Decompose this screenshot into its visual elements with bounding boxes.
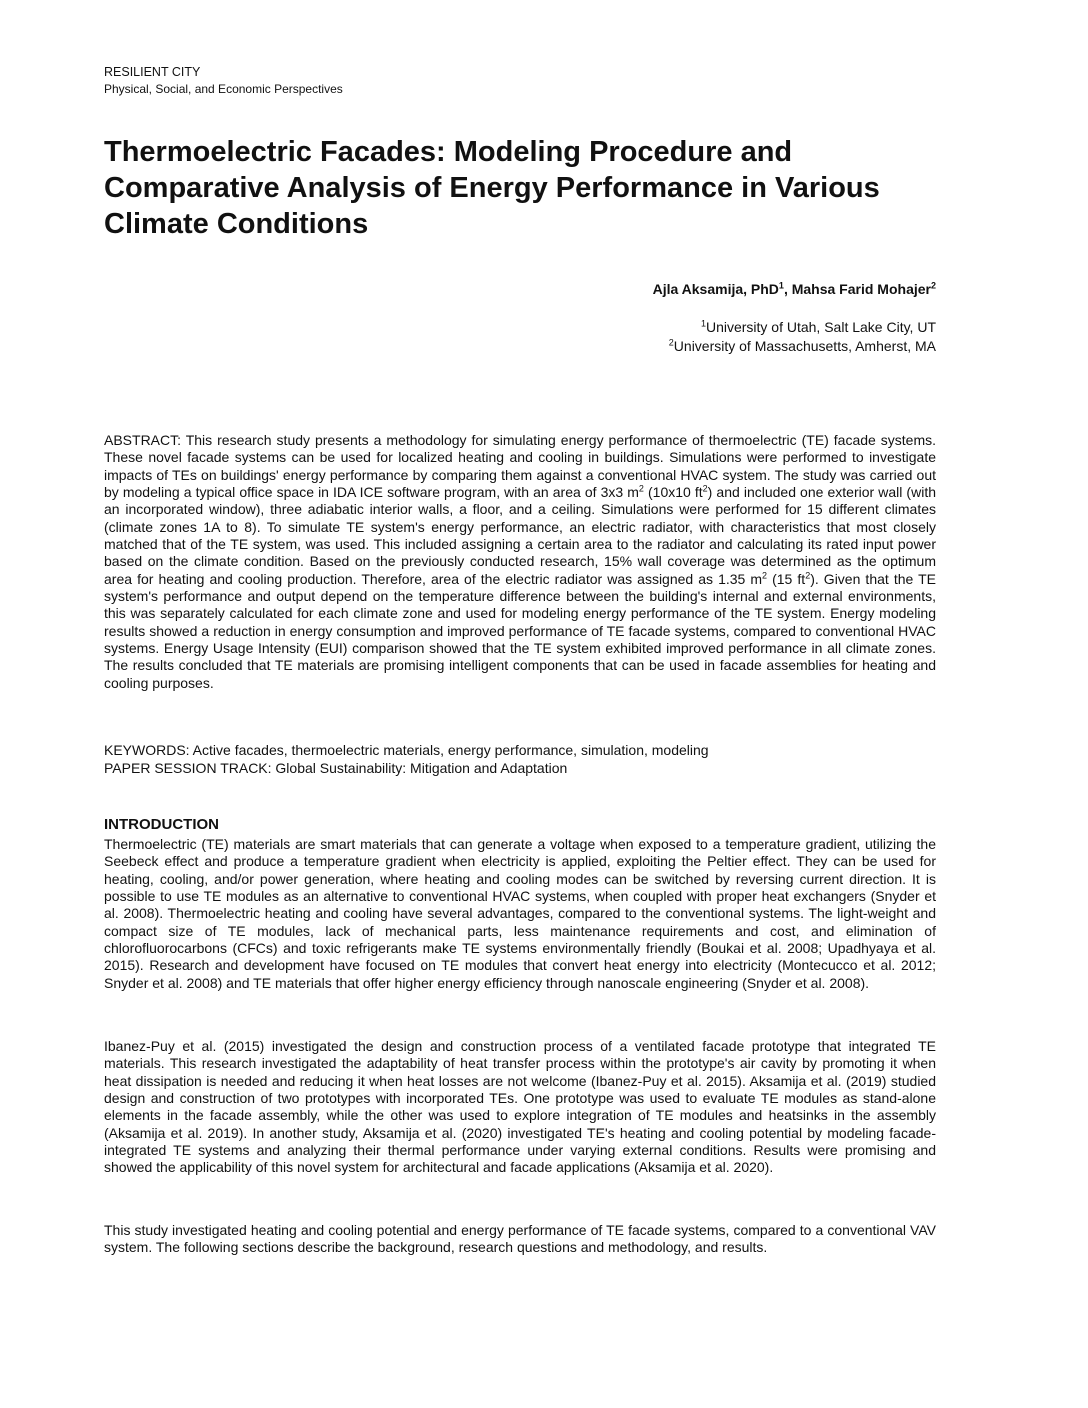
affiliation-1 bbox=[669, 318, 936, 337]
abstract-text-1: ABSTRACT: This research study presents a methodology for simulating energy performance of thermoelectric (TE) facade systems. These novel facade systems can be used for localized heating and cooling in buildings. Simulations were performed to investigate impacts of TEs on buildings' energy performance by comparing them against a conventional HVAC system. The study was carried out by modeling a typical office space in IDA ICE software program, with an area of 3x3 m bbox=[104, 432, 936, 501]
session-track-line: PAPER SESSION TRACK: Global Sustainability: Mitigation and Adaptation bbox=[104, 760, 568, 776]
author-separator: , bbox=[783, 281, 792, 297]
running-head bbox=[104, 64, 343, 98]
author-line bbox=[653, 281, 936, 297]
introduction-paragraph-2: Ibanez-Puy et al. (2015) investigated the design and construction process of a ventilated facade prototype that integrated TE materials. This research investigated the adaptability of heat transfer process within the prototype's air cavity by promoting it when heat dissipation is needed and reducing it when heat losses are not welcome (Ibanez-Puy et al. 2015). Aksamija et al. (2019) studied design and construction of two prototypes with incorporated TEs. One prototype was used to evaluate TE modules as stand-alone elements in the facade assembly, while the other was used to explore integration of TE modules and heatsinks in the assembly (Aksamija et al. 2019). In another study, Aksamija et al. (2020) investigated TE's heating and cooling potential by modeling facade-integrated TE systems and analyzing their thermal performance under varying external conditions. Results were promising and showed the applicability of this novel system for architectural and facade applications (Aksamija et al. 2020). bbox=[104, 1038, 936, 1176]
author-2-name: Mahsa Farid Mohajer bbox=[791, 281, 931, 297]
affiliation-1-text: University of Utah, Salt Lake City, UT bbox=[705, 319, 936, 335]
author-1-name: Ajla Aksamija, PhD bbox=[652, 281, 779, 297]
abstract-superscript-3: 2 bbox=[762, 570, 768, 581]
author-2-affiliation-mark: 2 bbox=[930, 280, 936, 291]
affiliation-2-text: University of Massachusetts, Amherst, MA bbox=[673, 338, 936, 354]
abstract-text-2: (10x10 ft bbox=[643, 484, 703, 501]
paper-title: Thermoelectric Facades: Modeling Procedure and Comparative Analysis of Energy Performance in Various Climate Conditions bbox=[104, 136, 880, 240]
abstract-paragraph bbox=[104, 432, 936, 692]
abstract-superscript-2: 2 bbox=[702, 483, 708, 494]
abstract-superscript-1: 2 bbox=[638, 483, 644, 494]
abstract-superscript-4: 2 bbox=[805, 570, 811, 581]
introduction-paragraph-1: Thermoelectric (TE) materials are smart materials that can generate a voltage when exposed to a temperature gradient, utilizing the Seebeck effect and produce a temperature gradient when electricity is applied, exploiting the Peltier effect. They can be used for heating, cooling, and/or power generation, where heating and cooling modes can be switched by reversing current direction. It is possible to use TE modules as an alternative to conventional HVAC systems, when coupled with proper heat exchangers (Snyder et al. 2008). Thermoelectric heating and cooling have several advantages, compared to the conventional systems. The light-weight and compact size of TE modules, lack of mechanical parts, less maintenance requirements and cost, and elimination of chlorofluorocarbons (CFCs) and toxic refrigerants make TE systems environmentally friendly (Boukai et al. 2008; Upadhyaya et al. 2015). Research and development have focused on TE modules that convert heat energy into electricity (Montecucco et al. 2012; Snyder et al. 2008) and TE materials that offer higher energy efficiency through nanoscale engineering (Snyder et al. 2008). bbox=[104, 836, 936, 991]
introduction-heading: INTRODUCTION bbox=[104, 816, 219, 833]
affiliation-2 bbox=[669, 337, 936, 356]
conference-name: RESILIENT CITY bbox=[104, 65, 201, 79]
affiliation-2-mark: 2 bbox=[668, 337, 674, 348]
keywords-line: KEYWORDS: Active facades, thermoelectric materials, energy performance, simulation, modeling bbox=[104, 742, 709, 758]
conference-subtitle: Physical, Social, and Economic Perspectives bbox=[104, 82, 343, 96]
affiliation-1-mark: 1 bbox=[700, 318, 706, 329]
abstract-text-4: (15 ft bbox=[767, 570, 806, 587]
abstract-text-5: ). Given that the TE system's performance and output depend on the temperature difference between the building's internal and external environments, this was separately calculated for each climate zone and used for modeling energy performance of the TE system. Energy modeling results showed a reduction in energy consumption and improved performance of TE facade systems, compared to conventional HVAC systems. Energy Usage Intensity (EUI) comparison showed that the TE system exhibited improved performance in all climate zones. The results concluded that TE materials are promising intelligent components that can be used in facade assemblies for heating and cooling purposes. bbox=[104, 570, 936, 691]
introduction-paragraph-3: This study investigated heating and cooling potential and energy performance of TE facade systems, compared to a conventional VAV system. The following sections describe the background, research questions and methodology, and results. bbox=[104, 1222, 936, 1256]
abstract-text-3: ) and included one exterior wall (with an incorporated window), three adiabatic interior walls, a floor, and a ceiling. Simulations were performed for 15 different climates (climate zones 1A to 8). To simulate TE system's energy performance, an electric radiator, with characteristics that most closely matched that of the TE system, was used. This included assigning a certain area to the radiator and calculating its rated input power based on the climate condition. Based on the previously conducted research, 15% wall coverage was determined as the optimum area for heating and cooling production. Therefore, area of the electric radiator was assigned as 1.35 m bbox=[104, 484, 936, 587]
affiliations bbox=[669, 318, 936, 356]
author-1-affiliation-mark: 1 bbox=[778, 280, 784, 291]
